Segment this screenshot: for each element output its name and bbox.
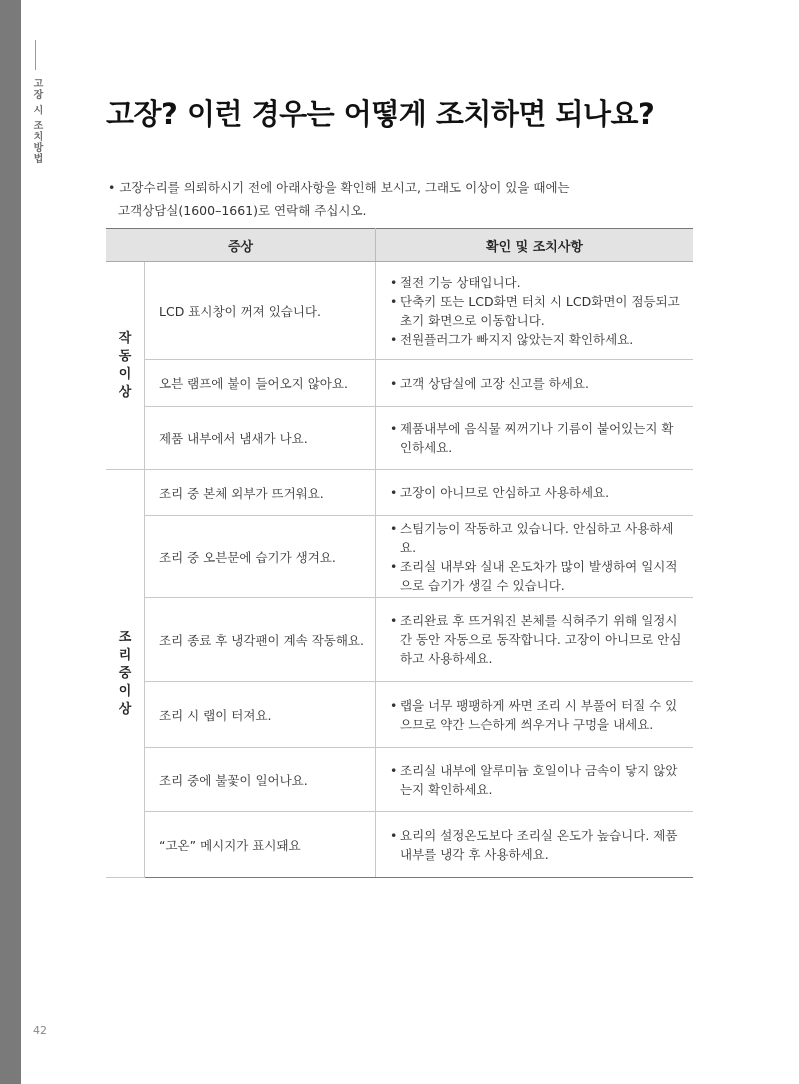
action-item: • 단축키 또는 LCD화면 터치 시 LCD화면이 점등되고 초기 화면으로 이동합니다. (390, 292, 683, 330)
action-cell (376, 407, 694, 470)
symptom-cell: “고온” 메시지가 표시돼요 (145, 812, 376, 878)
action-cell (376, 262, 694, 360)
action-item: • 제품내부에 음식물 찌꺼기나 기름이 붙어있는지 확인하세요. (390, 419, 683, 457)
category-cooking: 조리중이상 (106, 470, 145, 878)
action-item: • 고장이 아니므로 안심하고 사용하세요. (390, 483, 683, 502)
action-item: • 스팀기능이 작동하고 있습니다. 안심하고 사용하세요. (390, 519, 683, 557)
symptom-cell: 조리 중에 불꽃이 일어나요. (145, 748, 376, 812)
symptom-cell: 오븐 램프에 불이 들어오지 않아요. (145, 360, 376, 407)
side-divider (35, 40, 36, 70)
action-cell (376, 682, 694, 748)
symptom-cell: 조리 중 오븐문에 습기가 생겨요. (145, 516, 376, 598)
table-row (106, 407, 693, 470)
header-symptom: 증상 (106, 229, 376, 262)
page-title: 고장? 이런 경우는 어떻게 조치하면 되나요? (106, 97, 655, 131)
action-item: • 요리의 설정온도보다 조리실 온도가 높습니다. 제품 내부를 냉각 후 사용하세요. (390, 826, 683, 864)
action-item: • 전원플러그가 빠지지 않았는지 확인하세요. (390, 330, 683, 349)
table-row (106, 262, 693, 360)
action-cell (376, 812, 694, 878)
action-item: • 조리실 내부와 실내 온도차가 많이 발생하여 일시적으로 습기가 생길 수 있습니다. (390, 557, 683, 595)
section-label: 고장 시 조치방법 (31, 78, 42, 164)
header-action: 확인 및 조치사항 (376, 229, 694, 262)
table-row (106, 516, 693, 598)
action-item: • 조리실 내부에 알루미늄 호일이나 금속이 닿지 않았는지 확인하세요. (390, 761, 683, 799)
action-item: • 고객 상담실에 고장 신고를 하세요. (390, 374, 683, 393)
table-row (106, 812, 693, 878)
symptom-cell: 제품 내부에서 냄새가 나요. (145, 407, 376, 470)
action-item: • 절전 기능 상태입니다. (390, 273, 683, 292)
symptom-cell: 조리 중 본체 외부가 뜨거워요. (145, 470, 376, 516)
intro-line-1: • 고장수리를 의뢰하시기 전에 아래사항을 확인해 보시고, 그래도 이상이 있을 때에는 (108, 180, 570, 195)
table-header-row (106, 229, 693, 262)
action-cell (376, 598, 694, 682)
table-row (106, 470, 693, 516)
action-item: • 조리완료 후 뜨거워진 본체를 식혀주기 위해 일정시간 동안 자동으로 동작합니다. 고장이 아니므로 안심하고 사용하세요. (390, 611, 683, 668)
side-color-strip (0, 0, 21, 1084)
table-row (106, 748, 693, 812)
page-number: 42 (33, 1024, 47, 1037)
intro-line-2: 고객상담실(1600–1661)로 연락해 주십시오. (118, 203, 367, 218)
intro-note (108, 176, 668, 222)
table-row (106, 360, 693, 407)
action-cell (376, 748, 694, 812)
table-row (106, 598, 693, 682)
troubleshooting-table (106, 228, 693, 878)
symptom-cell: LCD 표시창이 꺼져 있습니다. (145, 262, 376, 360)
action-cell (376, 470, 694, 516)
table-row (106, 682, 693, 748)
action-cell (376, 360, 694, 407)
action-item: • 랩을 너무 팽팽하게 싸면 조리 시 부풀어 터질 수 있으므로 약간 느슨하게 씌우거나 구멍을 내세요. (390, 696, 683, 734)
symptom-cell: 조리 시 랩이 터져요. (145, 682, 376, 748)
action-cell (376, 516, 694, 598)
category-operation: 작동이상 (106, 262, 145, 470)
symptom-cell: 조리 종료 후 냉각팬이 계속 작동해요. (145, 598, 376, 682)
